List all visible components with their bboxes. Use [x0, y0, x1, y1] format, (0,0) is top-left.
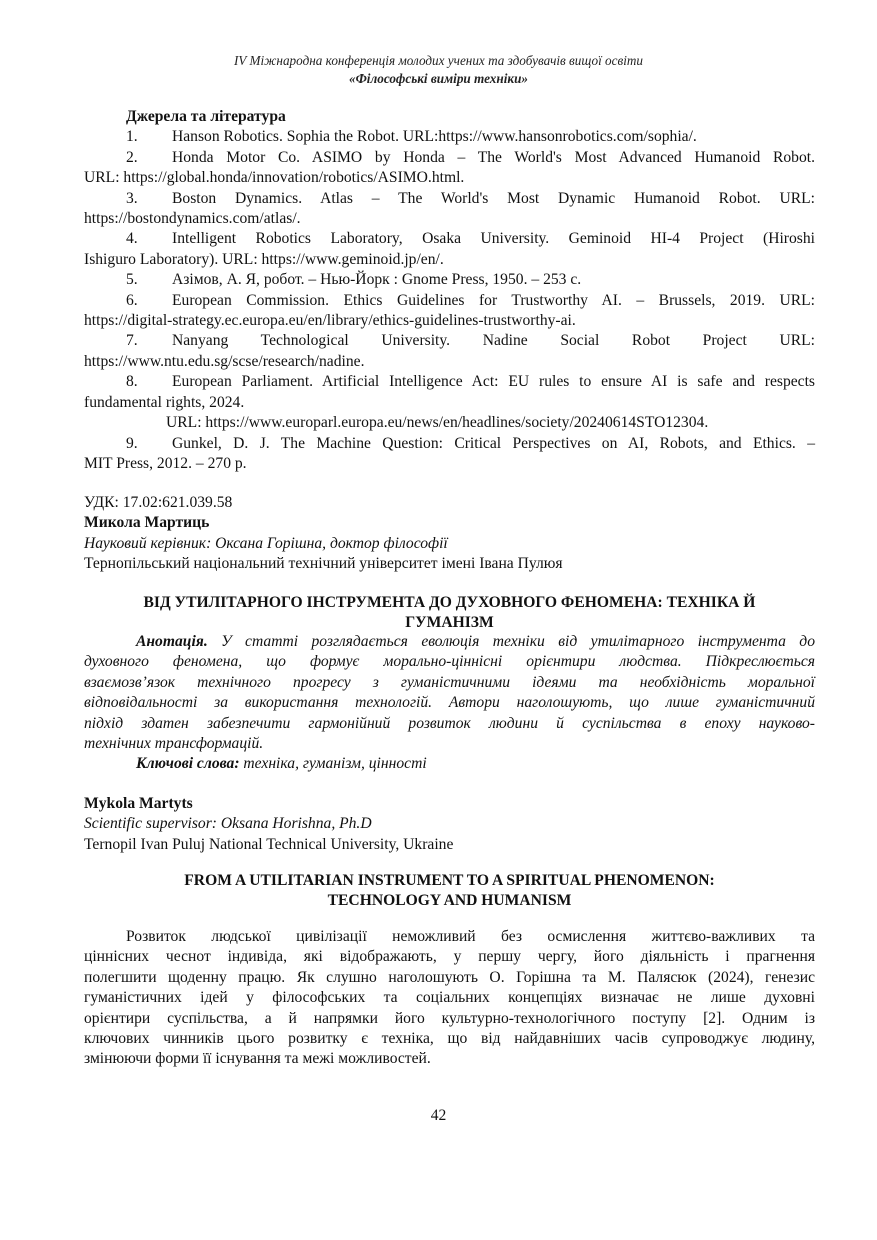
- reference-text: Intelligent Robotics Laboratory, Osaka University. Geminoid HI-4 Project (Hiroshi: [172, 230, 815, 248]
- author-name-en: Mykola Martyts: [84, 795, 193, 812]
- abstract-label: Анотація.: [136, 633, 208, 650]
- article-ua-meta: [84, 493, 815, 575]
- reference-text-cont: MIT Press, 2012. – 270 p.: [84, 454, 247, 472]
- reference-text: European Commission. Ethics Guidelines for Trustworthy AI. – Brussels, 2019. URL:: [172, 291, 815, 309]
- reference-text-cont: https://www.ntu.edu.sg/scse/research/nadine.: [84, 352, 365, 370]
- conference-title: «Філософські виміри техніки»: [348, 71, 529, 86]
- udk-code: УДК: 17.02:621.039.58: [84, 494, 233, 511]
- supervisor-label-en: Scientific supervisor: [84, 815, 212, 833]
- reference-text: Nanyang Technological University. Nadine Social Robot Project URL:: [172, 332, 815, 350]
- reference-item: 7. Nanyang Technological University. Nadine Social Robot Project URL: https://www.ntu.edu.sg/scse/research/nadine.: [84, 331, 815, 372]
- reference-item: 8. European Parliament. Artificial Intelligence Act: EU rules to ensure AI is safe and respects fundamental rights, 2024. URL: https://www.europarl.europa.eu/news/en/headlines/society/20240614STO12304.: [84, 372, 815, 433]
- keywords-label: Ключові слова:: [136, 755, 240, 773]
- reference-item: 3. Boston Dynamics. Atlas – The World's Most Dynamic Humanoid Robot. URL: https://bostondynamics.com/atlas/.: [84, 189, 815, 230]
- article-title-ua: ВІД УТИЛІТАРНОГО ІНСТРУМЕНТА ДО ДУХОВНОГО ФЕНОМЕНА: ТЕХНІКА Й ГУМАНІЗМ: [143, 594, 756, 632]
- reference-text-cont: Ishiguro Laboratory). URL: https://www.geminoid.jp/en/.: [84, 250, 444, 268]
- reference-item: 6. European Commission. Ethics Guidelines for Trustworthy AI. – Brussels, 2019. URL: https://digital-strategy.ec.europa.eu/en/library/ethics-guidelines-trustworthy-ai.: [84, 291, 815, 332]
- supervisor-en: : Oksana Horishna, Ph.D: [211, 815, 372, 833]
- supervisor-ua: Науковий керівник: Оксана Горішна, доктор філософії: [84, 534, 448, 552]
- reference-text: Honda Motor Co. ASIMO by Honda – The World's Most Advanced Humanoid Robot.: [172, 148, 815, 166]
- page-number: 42: [430, 1107, 447, 1124]
- reference-item: 5. Азімов, А. Я, робот. – Нью-Йорк : Gnome Press, 1950. – 253 с.: [126, 271, 582, 289]
- body-paragraph: Розвиток людської цивілізації неможливий без осмислення життєво-важливих та ціннісних чеснот індивіда, які відображають, у першу чергу, його діяльність і прагнення полегшити щоденну працю. Як слушно наголошують О. Горішна та М. Палясюк (2024), генезис гуманістичних ідей у філософських та соціальних концепціях визначає не лише духовні орієнтири суспільства, а й напрямки його культурно-технологічного поступу [2]. Одним із ключових чинників цього розвитку є техніка, що від найдавніших часів супроводжує людину, змінюючи форми її існування та межі можливостей.: [84, 928, 815, 1068]
- references-section: [84, 107, 815, 474]
- reference-text-cont: fundamental rights, 2024.: [84, 393, 245, 411]
- article-title-en: FROM A UTILITARIAN INSTRUMENT TO A SPIRITUAL PHENOMENON: TECHNOLOGY AND HUMANISM: [184, 872, 715, 910]
- abstract-ua: Анотація. У статті розглядається еволюція техніки від утилітарного інструмента до духовного феномена, що формує морально-ціннісні орієнтири людства. Підкреслюється взаємозв’язок технічного прогресу з гуманістичними ідеями та необхідність моральної відповідальності за використання технологій. Автори наголошують, що лише гуманістичний підхід здатен забезпечити гармонійний розвиток людини й суспільства в епоху науково- технічних трансформацій. Ключові слова: техніка, гуманізм, цінності: [84, 632, 815, 775]
- reference-item: 1. Hanson Robotics. Sophia the Robot. URL:https://www.hansonrobotics.com/sophia/.: [126, 128, 697, 146]
- reference-text: Hanson Robotics. Sophia the Robot. URL:https://www.hansonrobotics.com/sophia/.: [172, 128, 697, 146]
- reference-text-cont: URL: https://global.honda/innovation/robotics/ASIMO.html.: [84, 169, 465, 187]
- affiliation-ua: Тернопільський національний технічний університет імені Івана Пулюя: [84, 555, 563, 573]
- reference-text: European Parliament. Artificial Intelligence Act: EU rules to ensure AI is safe and respects: [172, 373, 815, 391]
- author-name-ua: Микола Мартиць: [84, 514, 210, 532]
- reference-text-cont: https://digital-strategy.ec.europa.eu/en/library/ethics-guidelines-trustworthy-ai.: [84, 312, 576, 330]
- references-heading: Джерела та література: [126, 108, 286, 125]
- reference-text: Gunkel, D. J. The Machine Question: Critical Perspectives on AI, Robots, and Ethics. –: [172, 434, 815, 452]
- affiliation-en: Ternopil Ivan Puluj National Technical University, Ukraine: [84, 835, 454, 853]
- article-en-meta: [84, 794, 815, 855]
- reference-text: Boston Dynamics. Atlas – The World's Most Dynamic Humanoid Robot. URL:: [172, 189, 815, 207]
- reference-url: URL: https://www.europarl.europa.eu/news/en/headlines/society/20240614STO12304.: [166, 414, 709, 432]
- running-header: [0, 52, 877, 88]
- keywords-ua: Ключові слова: техніка, гуманізм, цінності: [136, 755, 427, 773]
- reference-item: 2. Honda Motor Co. ASIMO by Honda – The World's Most Advanced Humanoid Robot. URL: https://global.honda/innovation/robotics/ASIMO.html.: [84, 148, 815, 189]
- reference-text: Азімов, А. Я, робот. – Нью-Йорк : Gnome Press, 1950. – 253 с.: [172, 271, 582, 289]
- reference-text-cont: https://bostondynamics.com/atlas/.: [84, 210, 301, 228]
- reference-item: 9. Gunkel, D. J. The Machine Question: Critical Perspectives on AI, Robots, and Ethics. – MIT Press, 2012. – 270 p.: [84, 434, 815, 475]
- reference-item: 4. Intelligent Robotics Laboratory, Osaka University. Geminoid HI-4 Project (Hiroshi Ishiguro Laboratory). URL: https://www.geminoid.jp/en/.: [84, 229, 815, 270]
- conference-name: IV Міжнародна конференція молодих учених та здобувачів вищої освіти: [234, 53, 643, 68]
